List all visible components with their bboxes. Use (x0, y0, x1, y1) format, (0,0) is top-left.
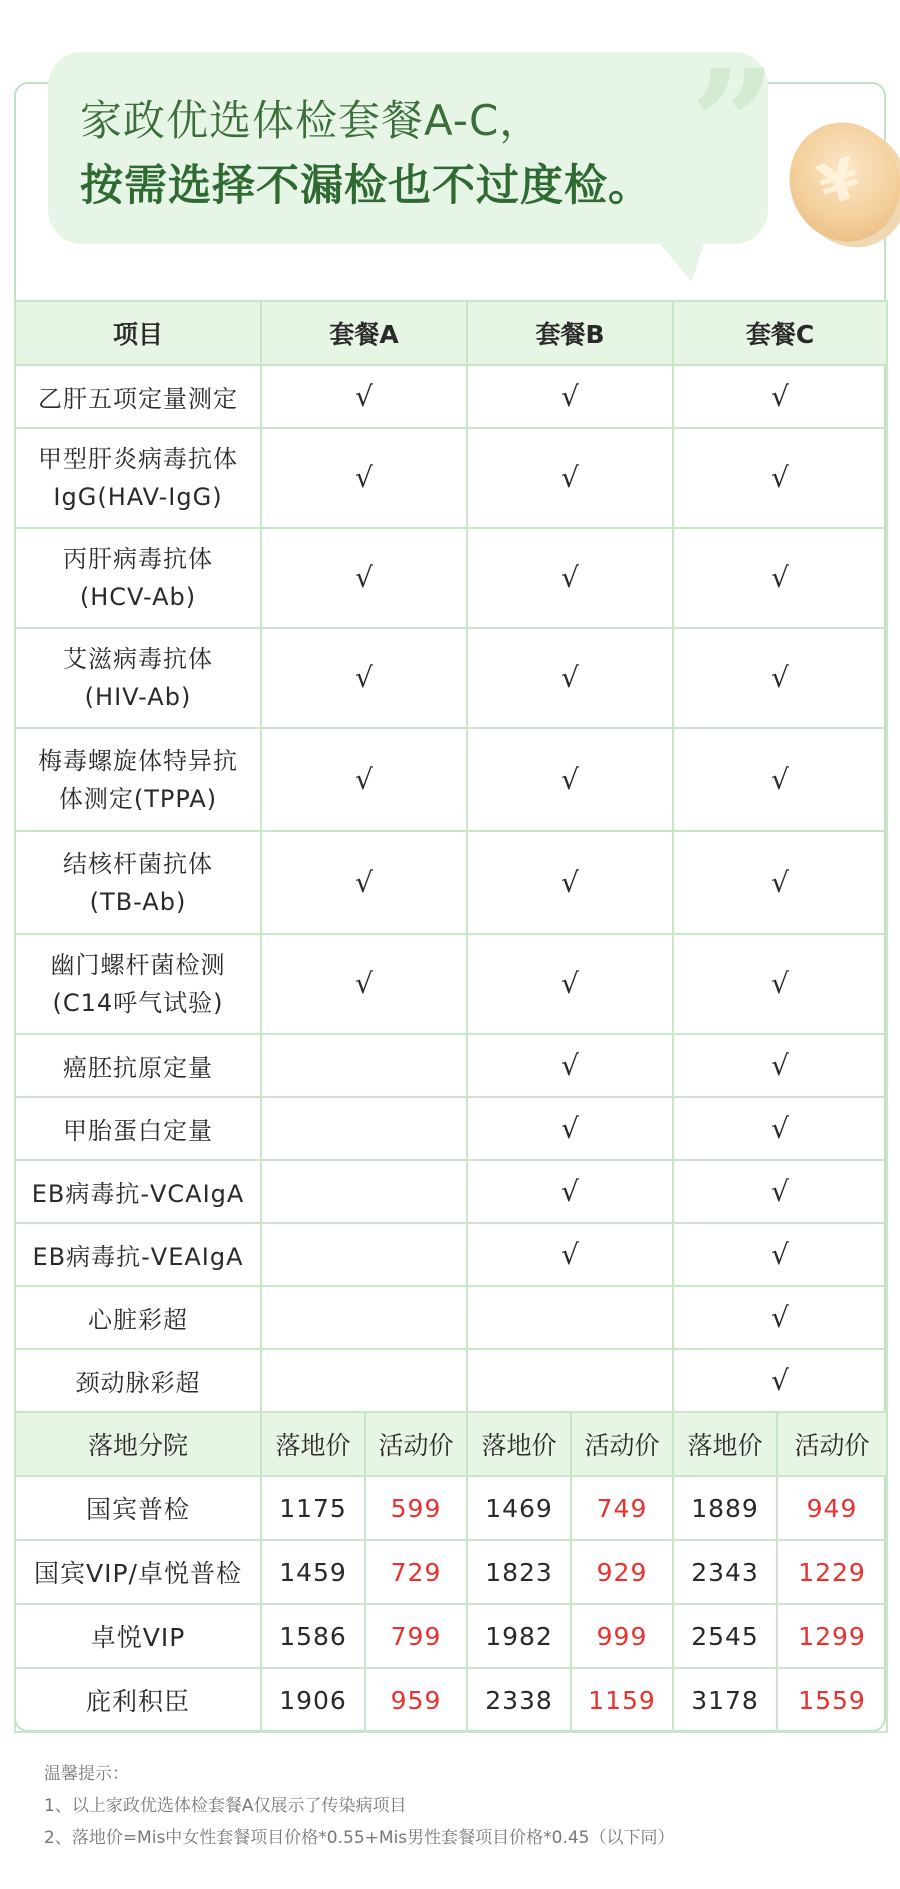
item-name: 癌胚抗原定量 (15, 1034, 261, 1097)
check-b: √ (467, 934, 673, 1034)
price-row (15, 1540, 887, 1604)
headline-line-1: 家政优选体检套餐A-C， (80, 96, 543, 145)
check-b: √ (467, 1097, 673, 1160)
check-a (261, 1034, 467, 1097)
item-row (15, 934, 887, 1034)
package-c-land-price: 1889 (673, 1476, 777, 1540)
item-name: 结核杆菌抗体 (TB-Ab) (15, 831, 261, 934)
check-b: √ (467, 728, 673, 831)
package-b-activity-price: 999 (571, 1604, 673, 1668)
tips-line-1: 1、以上家政优选体检套餐A仅展示了传染病项目 (44, 1796, 407, 1816)
check-b: √ (467, 428, 673, 528)
check-c: √ (673, 831, 887, 934)
check-b: √ (467, 1223, 673, 1286)
branch-name: 国宾VIP/卓悦普检 (15, 1540, 261, 1604)
check-c: √ (673, 934, 887, 1034)
package-c-activity-price: 1229 (777, 1540, 887, 1604)
item-name: 艾滋病毒抗体 (HIV-Ab) (15, 628, 261, 728)
check-a (261, 1160, 467, 1223)
speech-bubble (48, 52, 768, 244)
item-row (15, 1349, 887, 1412)
package-c-land-price: 2545 (673, 1604, 777, 1668)
check-c: √ (673, 1349, 887, 1412)
check-b: √ (467, 1160, 673, 1223)
package-b-land-price: 2338 (467, 1668, 571, 1732)
package-b-activity-price: 929 (571, 1540, 673, 1604)
package-a-activity-price: 599 (365, 1476, 467, 1540)
check-c: √ (673, 728, 887, 831)
package-a-activity-price: 959 (365, 1668, 467, 1732)
item-row (15, 1034, 887, 1097)
item-name: 乙肝五项定量测定 (15, 365, 261, 428)
check-b: √ (467, 365, 673, 428)
headline-line-2: 按需选择不漏检也不过度检。 (80, 161, 652, 211)
price-header-activity: 活动价 (365, 1412, 467, 1476)
check-b: √ (467, 831, 673, 934)
price-header-row (15, 1412, 887, 1476)
check-a: √ (261, 831, 467, 934)
item-name: EB病毒抗-VCAIgA (15, 1160, 261, 1223)
check-b: √ (467, 528, 673, 628)
item-row (15, 1160, 887, 1223)
price-header-activity: 活动价 (777, 1412, 887, 1476)
price-row (15, 1604, 887, 1668)
check-a (261, 1286, 467, 1349)
package-b-land-price: 1469 (467, 1476, 571, 1540)
package-a-land-price: 1586 (261, 1604, 365, 1668)
item-row (15, 628, 887, 728)
item-row (15, 728, 887, 831)
coin-symbol: ¥ (810, 145, 868, 220)
check-b: √ (467, 1034, 673, 1097)
item-row (15, 528, 887, 628)
item-row (15, 365, 887, 428)
package-b-land-price: 1823 (467, 1540, 571, 1604)
price-header-activity: 活动价 (571, 1412, 673, 1476)
prices-body (15, 1412, 887, 1732)
check-b (467, 1286, 673, 1349)
items-body (15, 365, 887, 1412)
check-a (261, 1223, 467, 1286)
check-a: √ (261, 528, 467, 628)
package-b-land-price: 1982 (467, 1604, 571, 1668)
item-row (15, 831, 887, 934)
item-row (15, 428, 887, 528)
package-c-activity-price: 949 (777, 1476, 887, 1540)
item-name: 梅毒螺旋体特异抗 体测定(TPPA) (15, 728, 261, 831)
check-c: √ (673, 428, 887, 528)
package-a-activity-price: 799 (365, 1604, 467, 1668)
package-b-activity-price: 749 (571, 1476, 673, 1540)
tips-line-2: 2、落地价=Mis中女性套餐项目价格*0.55+Mis男性套餐项目价格*0.45（以下同） (44, 1828, 675, 1848)
branch-name: 卓悦VIP (15, 1604, 261, 1668)
header-package-a: 套餐A (261, 301, 467, 365)
item-name: 心脏彩超 (15, 1286, 261, 1349)
check-a: √ (261, 628, 467, 728)
check-a: √ (261, 428, 467, 528)
check-b: √ (467, 628, 673, 728)
quote-mark-icon: ” (690, 37, 777, 213)
check-a (261, 1097, 467, 1160)
check-c: √ (673, 1034, 887, 1097)
price-row (15, 1668, 887, 1732)
header-package-c: 套餐C (673, 301, 887, 365)
branch-name: 国宾普检 (15, 1476, 261, 1540)
item-name: 颈动脉彩超 (15, 1349, 261, 1412)
check-c: √ (673, 1223, 887, 1286)
package-a-activity-price: 729 (365, 1540, 467, 1604)
package-a-land-price: 1906 (261, 1668, 365, 1732)
tips-title: 温馨提示： (44, 1764, 129, 1784)
check-a (261, 1349, 467, 1412)
item-row (15, 1223, 887, 1286)
package-a-land-price: 1175 (261, 1476, 365, 1540)
package-b-activity-price: 1159 (571, 1668, 673, 1732)
check-c: √ (673, 1097, 887, 1160)
check-c: √ (673, 628, 887, 728)
item-name: 甲胎蛋白定量 (15, 1097, 261, 1160)
item-row (15, 1286, 887, 1349)
package-c-activity-price: 1299 (777, 1604, 887, 1668)
item-row (15, 1097, 887, 1160)
header-package-b: 套餐B (467, 301, 673, 365)
package-c-land-price: 3178 (673, 1668, 777, 1732)
check-b (467, 1349, 673, 1412)
item-name: 甲型肝炎病毒抗体 IgG(HAV-IgG) (15, 428, 261, 528)
item-name: 丙肝病毒抗体 (HCV-Ab) (15, 528, 261, 628)
price-header-branch: 落地分院 (15, 1412, 261, 1476)
check-a: √ (261, 934, 467, 1034)
price-header-land: 落地价 (261, 1412, 365, 1476)
package-c-land-price: 2343 (673, 1540, 777, 1604)
price-header-land: 落地价 (673, 1412, 777, 1476)
tips-section (44, 1758, 675, 1854)
branch-name: 庇利积臣 (15, 1668, 261, 1732)
package-a-land-price: 1459 (261, 1540, 365, 1604)
check-a: √ (261, 365, 467, 428)
check-c: √ (673, 365, 887, 428)
check-c: √ (673, 528, 887, 628)
package-c-activity-price: 1559 (777, 1668, 887, 1732)
price-row (15, 1476, 887, 1540)
check-c: √ (673, 1160, 887, 1223)
check-a: √ (261, 728, 467, 831)
price-header-land: 落地价 (467, 1412, 571, 1476)
package-comparison-table (14, 300, 888, 1733)
header-item: 项目 (15, 301, 261, 365)
item-name: EB病毒抗-VEAIgA (15, 1223, 261, 1286)
check-c: √ (673, 1286, 887, 1349)
item-name: 幽门螺杆菌检测 (C14呼气试验) (15, 934, 261, 1034)
